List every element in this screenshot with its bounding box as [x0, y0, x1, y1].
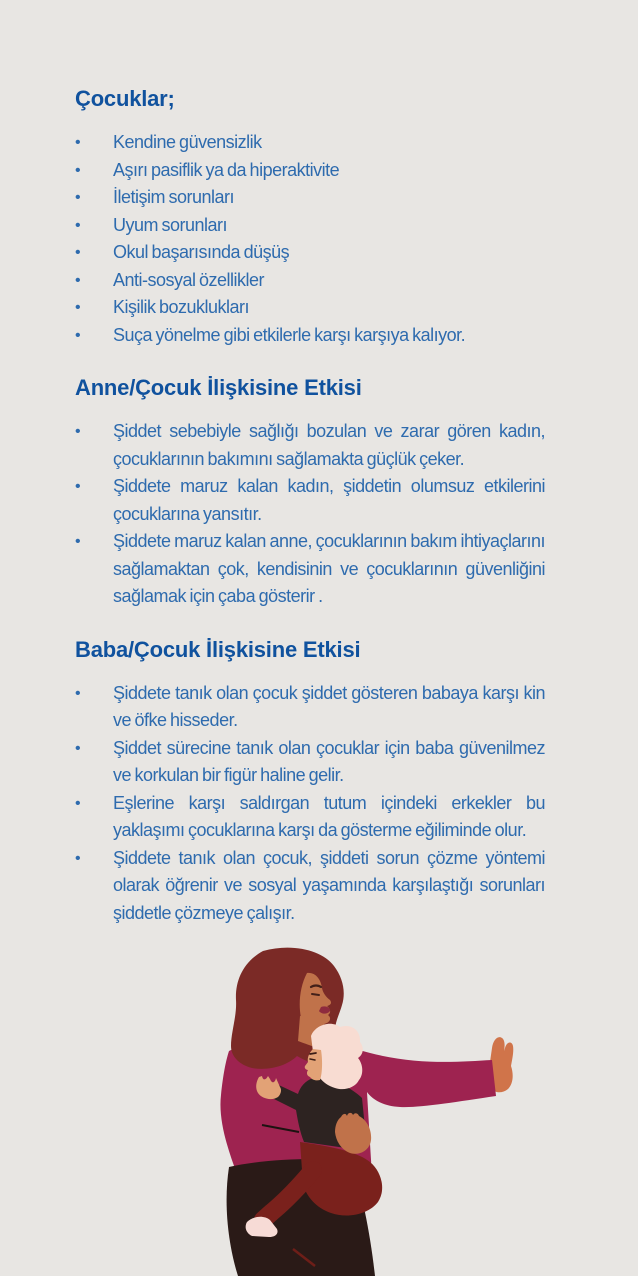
child-hair	[311, 1024, 363, 1089]
stop-hand	[490, 1037, 513, 1092]
mother-holding-hand	[335, 1113, 371, 1154]
child-outfit	[263, 1078, 366, 1150]
list-item-text: Şiddete maruz kalan kadın, şiddetin olumsuz etkilerini çocuklarına yansıtır.	[113, 476, 545, 524]
section	[75, 86, 545, 349]
mother-sweater	[220, 1040, 496, 1174]
list-item	[75, 418, 545, 473]
text-content	[75, 86, 545, 927]
list-item	[75, 129, 545, 157]
child-eyebrow	[310, 1053, 316, 1054]
pants-crease-line	[293, 1249, 315, 1266]
bullet-list	[75, 129, 545, 349]
list-item	[75, 267, 545, 295]
list-item	[75, 322, 545, 350]
mother-lips	[319, 1006, 330, 1013]
list-item-text: Kişilik bozuklukları	[113, 297, 250, 317]
bullet-icon: •	[75, 794, 81, 812]
bullet-icon: •	[75, 478, 81, 495]
list-item-text: Aşırı pasiflik ya da hiperaktivite	[113, 159, 340, 180]
mother-neck	[298, 1016, 326, 1052]
list-item	[75, 790, 545, 845]
bullet-icon: •	[75, 134, 81, 151]
list-item	[75, 735, 545, 790]
list-item-text: Okul başarısında düşüş	[113, 242, 290, 262]
bullet-list	[75, 680, 545, 928]
bullet-icon: •	[75, 423, 81, 440]
bullet-icon: •	[75, 326, 81, 344]
section-title: Baba/Çocuk İlişkisine Etkisi	[75, 636, 361, 662]
bullet-icon: •	[75, 299, 81, 316]
bullet-icon: •	[75, 684, 81, 702]
list-item-text: İletişim sorunları	[113, 187, 235, 207]
section	[75, 375, 545, 611]
list-item	[75, 157, 545, 185]
bullet-icon: •	[75, 161, 81, 179]
mother-pants	[227, 1159, 375, 1276]
list-item-text: Kendine güvensizlik	[113, 132, 262, 152]
list-item-text: Anti-sosyal özellikler	[113, 269, 265, 290]
list-item	[75, 294, 545, 322]
bullet-icon: •	[75, 216, 81, 234]
child-hand	[256, 1076, 281, 1099]
bullet-icon: •	[75, 244, 81, 261]
section-title: Anne/Çocuk İlişkisine Etkisi	[75, 375, 362, 400]
list-item-text: Şiddete tanık olan çocuk şiddet gösteren babaya karşı kin ve öfke hisseder.	[113, 682, 545, 730]
child-leg	[263, 1170, 313, 1220]
mother-hair	[231, 948, 344, 1069]
list-item	[75, 184, 545, 212]
list-item	[75, 239, 545, 267]
list-item-text: Suça yönelme gibi etkilerle karşı karşıya kalıyor.	[113, 324, 466, 345]
list-item	[75, 212, 545, 240]
section	[75, 637, 545, 928]
list-item-text: Şiddete maruz kalan anne, çocuklarının bakım ihtiyaçlarını sağlamaktan çok, kendisinin ve çocuklarının güvenliğini sağlamak için çaba gösterir .	[113, 531, 545, 606]
list-item-text: Uyum sorunları	[113, 214, 228, 235]
bullet-icon: •	[75, 189, 81, 206]
child-face	[305, 1049, 322, 1080]
list-item	[75, 680, 545, 735]
child-shoe	[246, 1217, 278, 1237]
outfit-crease-line	[262, 1125, 299, 1132]
bullet-list	[75, 418, 545, 611]
bullet-icon: •	[75, 849, 81, 867]
list-item	[75, 528, 545, 611]
list-item-text: Eşlerine karşı saldırgan tutum içindeki erkekler bu yaklaşımı çocuklarına karşı da gösterme eğiliminde olur.	[113, 792, 545, 840]
list-item	[75, 845, 545, 928]
child-seat	[300, 1142, 382, 1216]
child-eye	[310, 1059, 315, 1060]
list-item-text: Şiddet sebebiyle sağlığı bozulan ve zarar gören kadın, çocuklarının bakımını sağlamakta güçlük çeker.	[113, 421, 545, 469]
mother-eyebrow	[311, 986, 321, 988]
bullet-icon: •	[75, 739, 81, 757]
list-item-text: Şiddete tanık olan çocuk, şiddeti sorun çözme yöntemi olarak öğrenir ve sosyal yaşamında karşılaştığı sorunları şiddetle çözmeye çalışır.	[113, 847, 545, 923]
bullet-icon: •	[75, 271, 81, 289]
mother-eye	[312, 994, 319, 995]
mother-face	[300, 973, 331, 1026]
list-item	[75, 473, 545, 528]
section-title: Çocuklar;	[75, 86, 175, 111]
list-item-text: Şiddet sürecine tanık olan çocuklar için baba güvenilmez ve korkulan bir figür haline gelir.	[113, 737, 545, 785]
bullet-icon: •	[75, 533, 81, 550]
